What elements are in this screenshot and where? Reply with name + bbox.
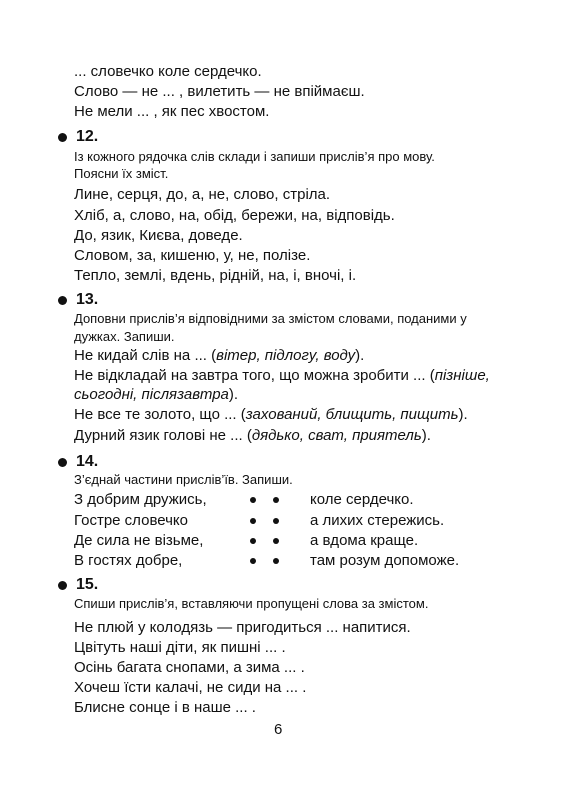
text: ). (421, 427, 431, 444)
word-line: Хліб, а, слово, на, обід, бережи, на, відповідь. (74, 207, 395, 224)
text: Дурний язик голові не ... ( (74, 427, 252, 444)
word-line: До, язик, Києва, доведе. (74, 227, 243, 244)
task-text: Доповни прислів’я відповідними за змістом словами, поданими у (74, 311, 467, 326)
exercise-number: 13. (76, 291, 99, 308)
exercise-number: 12. (76, 128, 99, 145)
exercise-12-heading (58, 127, 98, 147)
page-number: 6 (274, 721, 283, 738)
task-text: Поясни їх зміст. (74, 166, 169, 181)
options: пізніше, (434, 367, 490, 384)
proverb-line (74, 405, 468, 425)
match-dot[interactable] (250, 558, 256, 564)
left-part: Де сила не візьме, (74, 532, 204, 549)
bullet-icon (58, 296, 67, 305)
options: вітер, підлогу, воду (216, 347, 356, 364)
match-dot[interactable] (250, 538, 256, 544)
task-text: Спиши прислів’я, вставляючи пропущені слова за змістом. (74, 596, 429, 611)
proverb-line: Слово — не ... , вилетить — не впіймаєш. (74, 83, 365, 100)
proverb-line: Блисне сонце і в наше ... . (74, 699, 256, 716)
proverb-line: Хочеш їсти калачі, не сиди на ... . (74, 679, 307, 696)
right-part: а лихих стережись. (310, 512, 445, 529)
proverb-line (74, 426, 431, 446)
word-line: Словом, за, кишеню, у, не, полізе. (74, 247, 311, 264)
options: сьогодні, післязавтра (74, 386, 229, 403)
proverb-line (74, 366, 490, 386)
text: ). (458, 406, 468, 423)
exercise-number: 15. (76, 576, 99, 593)
proverb-line: Цвітуть наші діти, як пишні ... . (74, 639, 286, 656)
word-line: Тепло, землі, вдень, рідній, на, і, вночі, і. (74, 267, 357, 284)
match-dot[interactable] (273, 497, 279, 503)
left-part: З добрим дружись, (74, 491, 207, 508)
task-text: Із кожного рядочка слів склади і запиши прислів’я про мову. (74, 149, 435, 164)
match-dot[interactable] (250, 497, 256, 503)
proverb-line: ... словечко коле сердечко. (74, 63, 262, 80)
text: Не відкладай на завтра того, що можна зробити ... ( (74, 367, 435, 384)
exercise-15-heading (58, 575, 98, 595)
text: ). (355, 347, 365, 364)
match-dot[interactable] (250, 518, 256, 524)
match-dot[interactable] (273, 518, 279, 524)
right-part: а вдома краще. (310, 532, 419, 549)
match-dot[interactable] (273, 558, 279, 564)
exercise-13-heading (58, 290, 98, 310)
right-part: там розум допоможе. (310, 552, 460, 569)
proverb-line (74, 385, 238, 405)
options: захований, блищить, пищить (245, 406, 459, 423)
bullet-icon (58, 133, 67, 142)
text: Не все те золото, що ... ( (74, 406, 246, 423)
left-part: В гостях добре, (74, 552, 183, 569)
exercise-14-heading (58, 452, 98, 472)
match-dot[interactable] (273, 538, 279, 544)
proverb-line: Осінь багата снопами, а зима ... . (74, 659, 305, 676)
task-text: дужках. Запиши. (74, 329, 175, 344)
options: дядько, сват, приятель (251, 427, 422, 444)
exercise-number: 14. (76, 453, 99, 470)
right-part: коле сердечко. (310, 491, 414, 508)
bullet-icon (58, 458, 67, 467)
word-line: Лине, серця, до, а, не, слово, стріла. (74, 186, 331, 203)
proverb-line: Не мели ... , як пес хвостом. (74, 103, 270, 120)
proverb-line: Не плюй у колодязь — пригодиться ... напитися. (74, 619, 411, 636)
text: Не кидай слів на ... ( (74, 347, 217, 364)
bullet-icon (58, 581, 67, 590)
left-part: Гостре словечко (74, 512, 188, 529)
task-text: З’єднай частини прислів’їв. Запиши. (74, 472, 293, 487)
text: ). (228, 386, 239, 403)
proverb-line (74, 346, 364, 366)
